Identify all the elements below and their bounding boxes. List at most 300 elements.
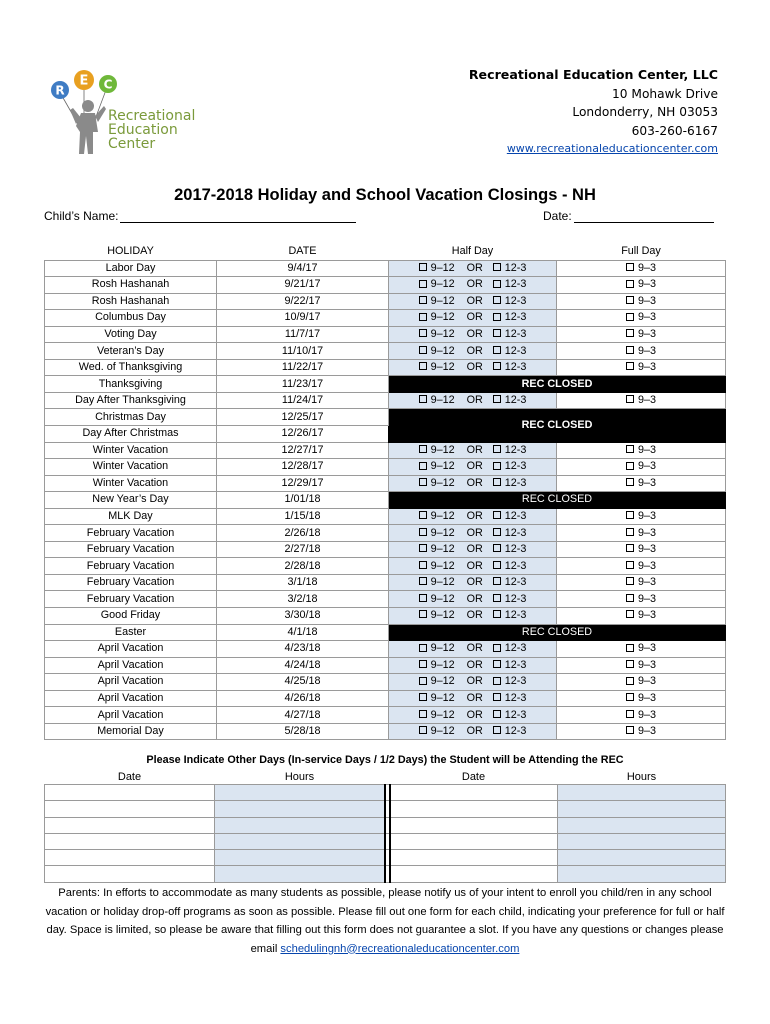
full-day-option bbox=[557, 608, 726, 625]
checkbox-full-day[interactable] bbox=[626, 478, 634, 486]
holiday-name: Rosh Hashanah bbox=[45, 293, 217, 310]
half-day-options bbox=[389, 310, 557, 327]
half-morning-label: 9–12 bbox=[430, 394, 455, 407]
address-line-1: 10 Mohawk Drive bbox=[612, 86, 718, 101]
other-days-table bbox=[44, 769, 726, 883]
holiday-date: 12/28/17 bbox=[217, 459, 389, 476]
other-date-cell[interactable] bbox=[45, 785, 215, 801]
full-day-label: 9–3 bbox=[637, 311, 656, 324]
holiday-name: Christmas Day bbox=[45, 409, 217, 426]
checkbox-half-afternoon[interactable] bbox=[493, 263, 501, 271]
checkbox-full-day[interactable] bbox=[626, 313, 634, 321]
checkbox-half-afternoon[interactable] bbox=[493, 346, 501, 354]
half-afternoon-label: 12-3 bbox=[504, 592, 527, 605]
other-hours-cell[interactable] bbox=[215, 801, 385, 817]
checkbox-half-afternoon[interactable] bbox=[493, 362, 501, 370]
checkbox-half-morning[interactable] bbox=[419, 445, 427, 453]
checkbox-full-day[interactable] bbox=[626, 561, 634, 569]
checkbox-half-afternoon[interactable] bbox=[493, 693, 501, 701]
half-day-options bbox=[389, 707, 557, 724]
rec-closed-banner: REC CLOSED bbox=[389, 624, 726, 641]
full-day-label: 9–3 bbox=[637, 609, 656, 622]
holiday-name: Winter Vacation bbox=[45, 459, 217, 476]
half-morning-label: 9–12 bbox=[430, 510, 455, 523]
holiday-date: 11/23/17 bbox=[217, 376, 389, 393]
checkbox-half-afternoon[interactable] bbox=[493, 296, 501, 304]
holiday-date: 4/26/18 bbox=[217, 690, 389, 707]
rec-closed-banner: REC CLOSED bbox=[389, 492, 726, 509]
checkbox-half-morning[interactable] bbox=[419, 329, 427, 337]
closing-row bbox=[45, 459, 726, 476]
full-day-label: 9–3 bbox=[637, 725, 656, 738]
other-days-row bbox=[45, 817, 726, 833]
or-label: OR bbox=[466, 725, 483, 738]
full-day-option bbox=[557, 310, 726, 327]
rec-closed-banner: REC CLOSED bbox=[389, 376, 726, 393]
other-date-cell[interactable] bbox=[45, 833, 215, 849]
holiday-name: April Vacation bbox=[45, 641, 217, 658]
or-label: OR bbox=[466, 261, 483, 274]
holiday-date: 11/22/17 bbox=[217, 359, 389, 376]
or-label: OR bbox=[466, 609, 483, 622]
checkbox-half-morning[interactable] bbox=[419, 660, 427, 668]
closing-row bbox=[45, 624, 726, 641]
checkbox-half-afternoon[interactable] bbox=[493, 395, 501, 403]
address-line-2: Londonderry, NH 03053 bbox=[572, 105, 718, 120]
checkbox-full-day[interactable] bbox=[626, 710, 634, 718]
child-name-field bbox=[44, 209, 356, 223]
half-afternoon-label: 12-3 bbox=[504, 543, 527, 556]
full-day-label: 9–3 bbox=[637, 261, 656, 274]
half-day-options bbox=[389, 674, 557, 691]
checkbox-half-morning[interactable] bbox=[419, 296, 427, 304]
half-day-options bbox=[389, 690, 557, 707]
holiday-date: 1/01/18 bbox=[217, 492, 389, 509]
full-day-option bbox=[557, 707, 726, 724]
half-afternoon-label: 12-3 bbox=[504, 510, 527, 523]
full-day-label: 9–3 bbox=[637, 708, 656, 721]
half-day-options bbox=[389, 442, 557, 459]
checkbox-full-day[interactable] bbox=[626, 362, 634, 370]
checkbox-full-day[interactable] bbox=[626, 644, 634, 652]
other-hours-cell[interactable] bbox=[558, 850, 726, 866]
checkbox-half-morning[interactable] bbox=[419, 511, 427, 519]
checkbox-full-day[interactable] bbox=[626, 462, 634, 470]
holiday-date: 11/7/17 bbox=[217, 326, 389, 343]
half-afternoon-label: 12-3 bbox=[504, 394, 527, 407]
checkbox-half-morning[interactable] bbox=[419, 462, 427, 470]
closing-row bbox=[45, 326, 726, 343]
checkbox-half-afternoon[interactable] bbox=[493, 660, 501, 668]
half-day-options bbox=[389, 558, 557, 575]
half-afternoon-label: 12-3 bbox=[504, 443, 527, 456]
holiday-name: February Vacation bbox=[45, 591, 217, 608]
holiday-date: 9/22/17 bbox=[217, 293, 389, 310]
holiday-date: 11/24/17 bbox=[217, 392, 389, 409]
other-hours-cell[interactable] bbox=[558, 801, 726, 817]
closing-row bbox=[45, 293, 726, 310]
or-label: OR bbox=[466, 460, 483, 473]
holiday-name: Memorial Day bbox=[45, 723, 217, 740]
half-afternoon-label: 12-3 bbox=[504, 576, 527, 589]
or-label: OR bbox=[466, 526, 483, 539]
full-day-option bbox=[557, 657, 726, 674]
other-date-cell[interactable] bbox=[45, 866, 215, 882]
holiday-date: 4/1/18 bbox=[217, 624, 389, 641]
other-date-cell[interactable] bbox=[390, 866, 558, 882]
holiday-date: 4/24/18 bbox=[217, 657, 389, 674]
holiday-name: MLK Day bbox=[45, 508, 217, 525]
holiday-name: Day After Christmas bbox=[45, 426, 217, 443]
closing-row bbox=[45, 310, 726, 327]
other-hours-cell[interactable] bbox=[215, 817, 385, 833]
checkbox-full-day[interactable] bbox=[626, 528, 634, 536]
checkbox-full-day[interactable] bbox=[626, 511, 634, 519]
checkbox-half-morning[interactable] bbox=[419, 644, 427, 652]
half-afternoon-label: 12-3 bbox=[504, 642, 527, 655]
holiday-date: 4/23/18 bbox=[217, 641, 389, 658]
other-hours-cell[interactable] bbox=[215, 785, 385, 801]
full-day-label: 9–3 bbox=[637, 675, 656, 688]
full-day-option bbox=[557, 343, 726, 360]
full-day-option bbox=[557, 442, 726, 459]
checkbox-half-morning[interactable] bbox=[419, 594, 427, 602]
other-days-row bbox=[45, 833, 726, 849]
full-day-option bbox=[557, 674, 726, 691]
closing-row bbox=[45, 277, 726, 294]
half-afternoon-label: 12-3 bbox=[504, 526, 527, 539]
half-morning-label: 9–12 bbox=[430, 725, 455, 738]
holiday-name: April Vacation bbox=[45, 674, 217, 691]
other-hours-cell[interactable] bbox=[215, 850, 385, 866]
checkbox-half-morning[interactable] bbox=[419, 263, 427, 271]
checkbox-half-afternoon[interactable] bbox=[493, 329, 501, 337]
other-hours-cell[interactable] bbox=[558, 866, 726, 882]
checkbox-full-day[interactable] bbox=[626, 329, 634, 337]
checkbox-half-morning[interactable] bbox=[419, 577, 427, 585]
other-days-row bbox=[45, 850, 726, 866]
holiday-name: Columbus Day bbox=[45, 310, 217, 327]
full-day-label: 9–3 bbox=[637, 361, 656, 374]
scheduling-email-link[interactable]: schedulingnh@recreationaleducationcenter.com bbox=[280, 942, 520, 955]
checkbox-half-afternoon[interactable] bbox=[493, 594, 501, 602]
closing-row bbox=[45, 591, 726, 608]
holiday-name: Labor Day bbox=[45, 260, 217, 277]
half-morning-label: 9–12 bbox=[430, 361, 455, 374]
checkbox-full-day[interactable] bbox=[626, 395, 634, 403]
checkbox-half-morning[interactable] bbox=[419, 346, 427, 354]
half-morning-label: 9–12 bbox=[430, 692, 455, 705]
half-day-options bbox=[389, 591, 557, 608]
full-day-label: 9–3 bbox=[637, 394, 656, 407]
checkbox-half-afternoon[interactable] bbox=[493, 710, 501, 718]
other-days-row bbox=[45, 801, 726, 817]
other-hours-cell[interactable] bbox=[558, 785, 726, 801]
checkbox-half-afternoon[interactable] bbox=[493, 644, 501, 652]
holiday-date: 9/21/17 bbox=[217, 277, 389, 294]
other-date-cell[interactable] bbox=[390, 817, 558, 833]
checkbox-full-day[interactable] bbox=[626, 594, 634, 602]
half-afternoon-label: 12-3 bbox=[504, 609, 527, 622]
full-day-label: 9–3 bbox=[637, 692, 656, 705]
half-afternoon-label: 12-3 bbox=[504, 692, 527, 705]
or-label: OR bbox=[466, 592, 483, 605]
closing-row bbox=[45, 674, 726, 691]
checkbox-full-day[interactable] bbox=[626, 296, 634, 304]
half-afternoon-label: 12-3 bbox=[504, 328, 527, 340]
half-afternoon-label: 12-3 bbox=[504, 708, 527, 721]
half-afternoon-label: 12-3 bbox=[504, 658, 527, 671]
other-header-date-right: Date bbox=[461, 770, 486, 783]
half-afternoon-label: 12-3 bbox=[504, 311, 527, 324]
holiday-date: 12/25/17 bbox=[217, 409, 389, 426]
parents-note bbox=[38, 884, 732, 958]
holiday-date: 3/2/18 bbox=[217, 591, 389, 608]
or-label: OR bbox=[466, 443, 483, 456]
other-date-cell[interactable] bbox=[45, 801, 215, 817]
checkbox-half-afternoon[interactable] bbox=[493, 561, 501, 569]
full-day-option bbox=[557, 508, 726, 525]
holiday-name: Rosh Hashanah bbox=[45, 277, 217, 294]
half-afternoon-label: 12-3 bbox=[504, 278, 527, 291]
child-name-input-line[interactable] bbox=[120, 210, 356, 223]
full-day-option bbox=[557, 641, 726, 658]
half-day-options bbox=[389, 723, 557, 740]
checkbox-half-afternoon[interactable] bbox=[493, 511, 501, 519]
holiday-name: February Vacation bbox=[45, 541, 217, 558]
half-day-options bbox=[389, 525, 557, 542]
half-morning-label: 9–12 bbox=[430, 328, 455, 340]
closing-row bbox=[45, 260, 726, 277]
checkbox-half-morning[interactable] bbox=[419, 528, 427, 536]
half-morning-label: 9–12 bbox=[430, 559, 455, 572]
full-day-label: 9–3 bbox=[637, 476, 656, 489]
checkbox-half-afternoon[interactable] bbox=[493, 544, 501, 552]
checkbox-half-morning[interactable] bbox=[419, 362, 427, 370]
other-hours-cell[interactable] bbox=[558, 833, 726, 849]
closing-row bbox=[45, 475, 726, 492]
logo-letter-e: E bbox=[79, 73, 89, 89]
holiday-name: April Vacation bbox=[45, 707, 217, 724]
rec-logo bbox=[48, 66, 208, 158]
half-morning-label: 9–12 bbox=[430, 278, 455, 291]
checkbox-half-afternoon[interactable] bbox=[493, 726, 501, 734]
full-day-label: 9–3 bbox=[637, 543, 656, 556]
closing-row bbox=[45, 707, 726, 724]
other-date-cell[interactable] bbox=[45, 817, 215, 833]
closing-row bbox=[45, 574, 726, 591]
holiday-name: February Vacation bbox=[45, 574, 217, 591]
full-day-label: 9–3 bbox=[637, 443, 656, 456]
full-day-option bbox=[557, 690, 726, 707]
other-hours-cell[interactable] bbox=[215, 866, 385, 882]
closing-row bbox=[45, 723, 726, 740]
full-day-option bbox=[557, 459, 726, 476]
closing-row bbox=[45, 541, 726, 558]
checkbox-half-morning[interactable] bbox=[419, 726, 427, 734]
child-name-label: Child’s Name: bbox=[44, 209, 119, 223]
half-morning-label: 9–12 bbox=[430, 443, 455, 456]
holiday-date: 12/26/17 bbox=[217, 426, 389, 443]
holiday-name: April Vacation bbox=[45, 690, 217, 707]
logo-word-2: Education bbox=[108, 122, 178, 138]
checkbox-full-day[interactable] bbox=[626, 677, 634, 685]
half-day-options bbox=[389, 508, 557, 525]
holiday-name: Winter Vacation bbox=[45, 475, 217, 492]
phone-number: 603-260-6167 bbox=[631, 123, 718, 138]
other-date-cell[interactable] bbox=[390, 850, 558, 866]
full-day-option bbox=[557, 723, 726, 740]
checkbox-full-day[interactable] bbox=[626, 610, 634, 618]
holiday-date: 5/28/18 bbox=[217, 723, 389, 740]
half-day-options bbox=[389, 343, 557, 360]
other-date-cell[interactable] bbox=[390, 833, 558, 849]
date-input-line[interactable] bbox=[574, 210, 714, 223]
other-header-hours-right: Hours bbox=[626, 770, 657, 783]
checkbox-full-day[interactable] bbox=[626, 660, 634, 668]
other-hours-cell[interactable] bbox=[215, 833, 385, 849]
full-day-label: 9–3 bbox=[637, 658, 656, 671]
holiday-date: 12/29/17 bbox=[217, 475, 389, 492]
company-name: Recreational Education Center, LLC bbox=[468, 67, 718, 82]
header-half-day: Half Day bbox=[451, 245, 494, 258]
holiday-name: Good Friday bbox=[45, 608, 217, 625]
full-day-label: 9–3 bbox=[637, 328, 656, 340]
other-days-title: Please Indicate Other Days (In-service Days / 1/2 Days) the Student will be Attending the REC bbox=[146, 754, 624, 766]
checkbox-half-afternoon[interactable] bbox=[493, 478, 501, 486]
half-afternoon-label: 12-3 bbox=[504, 344, 527, 357]
checkbox-full-day[interactable] bbox=[626, 445, 634, 453]
checkbox-half-afternoon[interactable] bbox=[493, 677, 501, 685]
full-day-option bbox=[557, 591, 726, 608]
half-day-options bbox=[389, 277, 557, 294]
checkbox-full-day[interactable] bbox=[626, 726, 634, 734]
full-day-label: 9–3 bbox=[637, 460, 656, 473]
full-day-label: 9–3 bbox=[637, 559, 656, 572]
checkbox-half-morning[interactable] bbox=[419, 710, 427, 718]
holiday-date: 11/10/17 bbox=[217, 343, 389, 360]
closing-row bbox=[45, 442, 726, 459]
or-label: OR bbox=[466, 311, 483, 324]
other-days-row bbox=[45, 866, 726, 882]
half-afternoon-label: 12-3 bbox=[504, 460, 527, 473]
checkbox-full-day[interactable] bbox=[626, 280, 634, 288]
half-afternoon-label: 12-3 bbox=[504, 675, 527, 688]
checkbox-half-morning[interactable] bbox=[419, 313, 427, 321]
checkbox-half-afternoon[interactable] bbox=[493, 462, 501, 470]
checkbox-half-morning[interactable] bbox=[419, 677, 427, 685]
holiday-name: New Year’s Day bbox=[45, 492, 217, 509]
half-afternoon-label: 12-3 bbox=[504, 725, 527, 738]
holiday-date: 12/27/17 bbox=[217, 442, 389, 459]
checkbox-half-morning[interactable] bbox=[419, 478, 427, 486]
rec-closed-banner: REC CLOSED bbox=[389, 409, 726, 442]
or-label: OR bbox=[466, 278, 483, 291]
holiday-name: February Vacation bbox=[45, 558, 217, 575]
checkbox-half-afternoon[interactable] bbox=[493, 577, 501, 585]
checkbox-full-day[interactable] bbox=[626, 346, 634, 354]
half-afternoon-label: 12-3 bbox=[504, 361, 527, 374]
other-date-cell[interactable] bbox=[390, 801, 558, 817]
holiday-name: Winter Vacation bbox=[45, 442, 217, 459]
full-day-option bbox=[557, 326, 726, 343]
half-morning-label: 9–12 bbox=[430, 294, 455, 307]
parents-note-text: Parents: In efforts to accommodate as many students as possible, please notify us of your intent to enroll you child/ren in any school vacation or holiday drop-off programs as soon as possible. Please fill out one form for each child, indicating your preference for full or half day. Space is limited, so please be aware that filling out this form does not guarantee a slot. If you have any questions or changes please email bbox=[45, 887, 725, 955]
or-label: OR bbox=[466, 576, 483, 589]
checkbox-half-afternoon[interactable] bbox=[493, 445, 501, 453]
date-label: Date: bbox=[543, 209, 572, 223]
half-morning-label: 9–12 bbox=[430, 708, 455, 721]
checkbox-half-morning[interactable] bbox=[419, 561, 427, 569]
holiday-name: Wed. of Thanksgiving bbox=[45, 359, 217, 376]
closing-row bbox=[45, 558, 726, 575]
holiday-date: 2/26/18 bbox=[217, 525, 389, 542]
full-day-label: 9–3 bbox=[637, 592, 656, 605]
half-afternoon-label: 12-3 bbox=[504, 476, 527, 489]
half-day-options bbox=[389, 293, 557, 310]
checkbox-half-afternoon[interactable] bbox=[493, 528, 501, 536]
half-day-options bbox=[389, 541, 557, 558]
checkbox-half-morning[interactable] bbox=[419, 693, 427, 701]
logo-word-1: Recreational bbox=[108, 108, 196, 124]
other-date-cell[interactable] bbox=[390, 785, 558, 801]
checkbox-half-morning[interactable] bbox=[419, 280, 427, 288]
half-morning-label: 9–12 bbox=[430, 460, 455, 473]
half-day-options bbox=[389, 459, 557, 476]
full-day-option bbox=[557, 359, 726, 376]
other-date-cell[interactable] bbox=[45, 850, 215, 866]
header-date: DATE bbox=[288, 245, 317, 258]
checkbox-half-morning[interactable] bbox=[419, 544, 427, 552]
or-label: OR bbox=[466, 510, 483, 523]
closing-row bbox=[45, 343, 726, 360]
checkbox-half-afternoon[interactable] bbox=[493, 280, 501, 288]
checkbox-full-day[interactable] bbox=[626, 544, 634, 552]
or-label: OR bbox=[466, 394, 483, 407]
other-hours-cell[interactable] bbox=[558, 817, 726, 833]
checkbox-full-day[interactable] bbox=[626, 693, 634, 701]
checkbox-full-day[interactable] bbox=[626, 577, 634, 585]
half-morning-label: 9–12 bbox=[430, 576, 455, 589]
checkbox-half-afternoon[interactable] bbox=[493, 313, 501, 321]
full-day-option bbox=[557, 541, 726, 558]
full-day-label: 9–3 bbox=[637, 576, 656, 589]
half-day-options bbox=[389, 392, 557, 409]
full-day-label: 9–3 bbox=[637, 510, 656, 523]
half-morning-label: 9–12 bbox=[430, 543, 455, 556]
checkbox-half-afternoon[interactable] bbox=[493, 610, 501, 618]
company-contact bbox=[469, 66, 718, 159]
closing-row bbox=[45, 657, 726, 674]
holiday-name: Veteran’s Day bbox=[45, 343, 217, 360]
or-label: OR bbox=[466, 294, 483, 307]
or-label: OR bbox=[466, 642, 483, 655]
checkbox-half-morning[interactable] bbox=[419, 395, 427, 403]
full-day-option bbox=[557, 293, 726, 310]
half-morning-label: 9–12 bbox=[430, 261, 455, 274]
or-label: OR bbox=[466, 543, 483, 556]
logo-word-3: Center bbox=[108, 136, 156, 152]
logo-letter-r: R bbox=[55, 83, 65, 98]
holiday-name: Thanksgiving bbox=[45, 376, 217, 393]
half-day-options bbox=[389, 326, 557, 343]
website-link[interactable]: www.recreationaleducationcenter.com bbox=[506, 142, 718, 156]
half-day-options bbox=[389, 574, 557, 591]
checkbox-half-morning[interactable] bbox=[419, 610, 427, 618]
half-day-options bbox=[389, 608, 557, 625]
checkbox-full-day[interactable] bbox=[626, 263, 634, 271]
or-label: OR bbox=[466, 361, 483, 374]
